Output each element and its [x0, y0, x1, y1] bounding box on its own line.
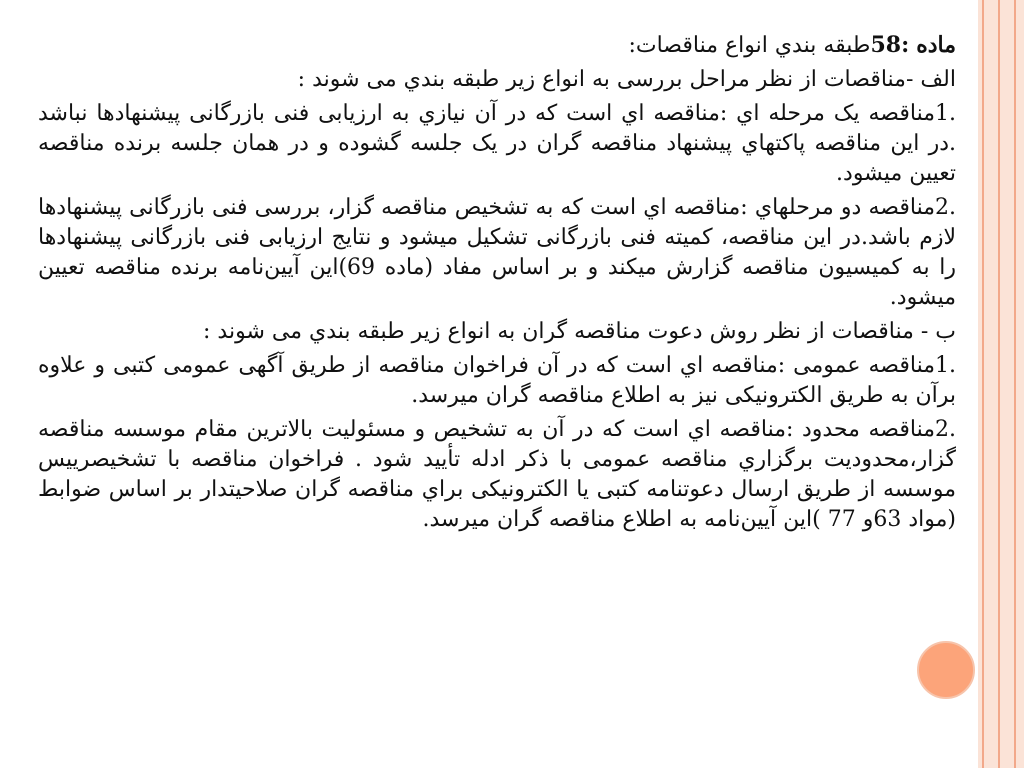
slide-body: [38, 30, 956, 539]
section-a-item-2: [38, 193, 956, 313]
section-b-item-2: [38, 415, 956, 535]
decorative-border-line: [998, 0, 1000, 768]
article-heading: [38, 30, 956, 61]
item-text: مناقصه دو مرحلهاي :مناقصه اي است كه به تشخيص مناقصه گزار، بررسی فنی بازرگانی پيشنهادها لازم باشد.در اين مناقصه، كميته فنی بازرگانی تشكيل ميشود و نتايج ارزيابی فنی بازرگانی پيشنهادها را به كميسيون مناقصه گزارش ميكند و بر اساس مفاد (ماده 69)اين آيين‌نامه برنده مناقصه تعيين ميشود.: [38, 195, 956, 310]
article-title: طبقه بندي انواع مناقصات:: [628, 33, 871, 58]
section-a-intro: الف -مناقصات از نظر مراحل بررسی به انواع زير طبقه بندي می شوند :: [297, 67, 956, 92]
item-text: مناقصه یک مرحله اي :مناقصه اي است كه در آن نيازي به ارزيابی فنی بازرگانی پيشنهادها نباشد .در اين مناقصه پاكتهاي پيشنهاد مناقصه گران در یک جلسه گشوده و در همان جلسه برنده مناقصه تعيين ميشود.: [38, 101, 956, 186]
article-number: :58: [870, 32, 910, 58]
item-number: .2: [935, 195, 956, 220]
item-number: .2: [935, 417, 956, 442]
article-label: ماده: [916, 32, 956, 58]
decorative-border-line: [1014, 0, 1016, 768]
item-number: .1: [935, 101, 956, 126]
section-a-item-1: [38, 99, 956, 189]
item-text: مناقصه عمومی :مناقصه اي است كه در آن فراخوان مناقصه از طريق آگهی عمومی كتبی و علاوه برآن به طريق الكترونيكی نيز به اطلاع مناقصه گران ميرسد.: [38, 353, 956, 408]
section-b-item-1: [38, 351, 956, 411]
item-number: .1: [935, 353, 956, 378]
section-b-intro: ب - مناقصات از نظر روش دعوت مناقصه گران به انواع زير طبقه بندي می شوند :: [203, 319, 956, 344]
decorative-border-band: [978, 0, 1024, 768]
item-text: مناقصه محدود :مناقصه اي است كه در آن به تشخيص و مسئوليت بالاترين مقام موسسه مناقصه گزار،محدوديت برگزاري مناقصه عمومی با ذكر ادله تأييد شود . فراخوان مناقصه با تشخيصرييس موسسه از طريق ارسال دعوتنامه كتبی يا الكترونيكی براي مناقصه گران صلاحيتدار بر اساس ضوابط (مواد 63و 77 )اين آيين‌نامه به اطلاع مناقصه گران ميرسد.: [38, 417, 956, 532]
decorative-border-line: [982, 0, 984, 768]
decorative-circle: [917, 641, 975, 699]
